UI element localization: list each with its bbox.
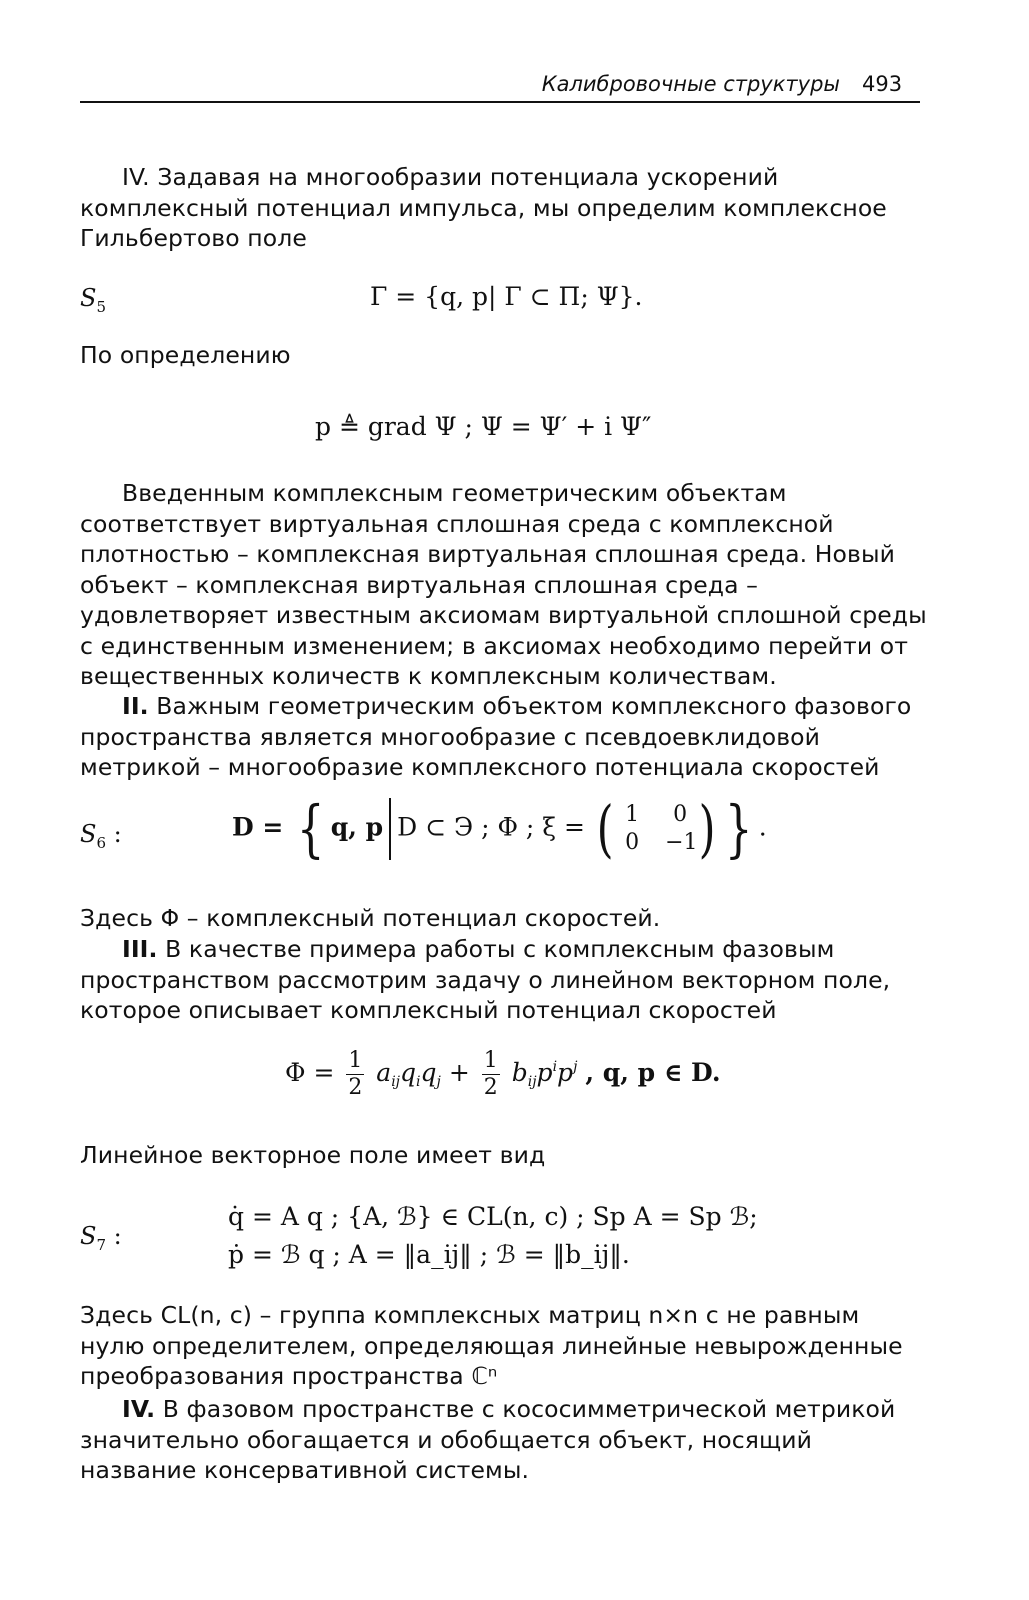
section-marker-iv: IV. (122, 1395, 156, 1423)
paragraph-iv-conservative (80, 1394, 930, 1486)
paragraph-iii-text: В качестве примера работы с комплексным фазовым пространством рассмотрим задачу о линейном векторном поле, которое описывает комплексный потенциал скоростей (80, 935, 891, 1024)
header-rule (80, 101, 920, 103)
section-marker-ii: II. (122, 692, 149, 720)
section-marker-iii: III. (122, 935, 158, 963)
equation-potential-phi: Φ = $\frac{1}{2}$ $a_{ij}q_iq_j$ + $\frac{1}{2}$ $b_{ij}p^ip^j$ , q, p ∈ D. (285, 1048, 721, 1100)
running-header-title: Калибровочные структуры (541, 72, 840, 96)
paragraph-ii-text: Важным геометрическим объектом комплексного фазового пространства является многообразие с псевдоевклидовой метрикой – многообразие комплексного потенциала скоростей (80, 692, 912, 781)
paragraph-linear-field: Линейное векторное поле имеет вид (80, 1141, 546, 1169)
paragraph-cl-group: Здесь CL(n, c) – группа комплексных матриц n×n с не равным нулю определителем, определяющая линейные невырожденные преобразования пространства ℂⁿ (80, 1301, 903, 1390)
paragraph-virtual-medium: Введенным комплексным геометрическим объектам соответствует виртуальная сплошная среда с комплексной плотностью – комплексная виртуальная сплошная среда. Новый объект – комплексная виртуальная сплошная среда – удовлетворяет известным аксиомам виртуальной сплошной среды с единственным изменением; в аксиомах необходимо перейти от вещественных количеств к комплексным количествам. (80, 479, 927, 690)
equation-s6-lhs: D = (232, 812, 284, 842)
equation-label-s5: $S_5$ (80, 284, 106, 316)
paragraph-iv-intro: IV. Задавая на многообразии потенциала ускорений комплексный потенциал импульса, мы определим комплексное Гильбертово поле (80, 163, 887, 252)
paragraph-ii (80, 691, 930, 783)
equation-s7-line1: q̇ = A q ; {A, ℬ} ∈ CL(n, c) ; Sp A = Sp ℬ; (228, 1202, 758, 1231)
equation-s6-set-conditions: D ⊂ Э ; Φ ; ξ = (397, 812, 585, 842)
equation-label-s7: $S_7$ : (80, 1222, 122, 1254)
page-number: 493 (862, 72, 903, 96)
equation-s6: D = { q, p D ⊂ Э ; Φ ; ξ = ( 1 0 0 −1 ) } . (232, 792, 767, 865)
paragraph-by-definition: По определению (80, 341, 291, 369)
metric-matrix: 1 0 0 −1 (625, 802, 698, 855)
equation-momentum-definition: p ≜ grad Ψ ; Ψ = Ψ′ + i Ψ″ (315, 412, 652, 441)
equation-s6-set-elements: q, p (330, 812, 384, 842)
equation-s7-line2: ṗ = ℬ q ; A = ‖a_ij‖ ; ℬ = ‖b_ij‖. (228, 1240, 630, 1269)
paragraph-phi-note: Здесь Φ – комплексный потенциал скоростей. (80, 904, 661, 932)
paragraph-iv-text: В фазовом пространстве с кососимметрической метрикой значительно обогащается и обобщается объект, носящий название консервативной системы. (80, 1395, 896, 1484)
equation-s5: Γ = {q, p| Γ ⊂ Π; Ψ}. (370, 282, 643, 311)
paragraph-iii (80, 934, 930, 1026)
equation-label-s6: $S_6$ : (80, 820, 122, 852)
